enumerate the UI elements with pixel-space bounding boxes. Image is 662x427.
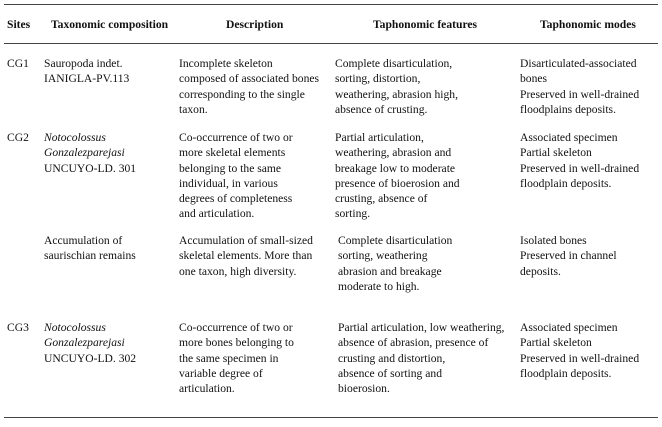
- table-header-rule: [4, 43, 658, 44]
- table-row-cg3-site: CG3: [7, 321, 29, 334]
- table-row-accumulation-modes: Isolated bones Preserved in channel deposits.: [520, 234, 617, 278]
- table-row-cg3-description: Co-occurrence of two or more bones belonging to the same specimen in variable degree of articulation.: [179, 321, 294, 396]
- table-top-rule: [4, 4, 658, 5]
- header-taphonomic-modes: Taphonomic modes: [540, 18, 636, 31]
- table-row-accumulation-description: Accumulation of small-sized skeletal elements. More than one taxon, high diversity.: [179, 234, 313, 278]
- table-row-cg2-taxon: Notocolossus Gonzalezparejasi UNCUYO-LD. 301: [44, 131, 137, 175]
- table-row-cg2-modes: Associated specimen Partial skeleton Preserved in well-drained floodplain deposits.: [520, 131, 640, 190]
- table-row-cg1-features: Complete disarticulation, sorting, distortion, weathering, abrasion high, absence of crusting.: [335, 57, 458, 116]
- table-row-cg1-modes: Disarticulated-associated bones Preserved in well-drained floodplains deposits.: [520, 57, 640, 116]
- table-row-cg3-taxon: Notocolossus Gonzalezparejasi UNCUYO-LD. 302: [44, 321, 137, 365]
- table-row-accumulation-features: Complete disarticulation sorting, weathering abrasion and breakage moderate to high.: [338, 234, 453, 293]
- table-row-cg1-taxon: Sauropoda indet. IANIGLA-PV.113: [44, 57, 130, 86]
- table-row-cg2-features: Partial articulation, weathering, abrasion and breakage low to moderate presence of bioerosion and crusting, absence of sorting.: [335, 131, 460, 221]
- header-description: Description: [226, 18, 284, 31]
- table-row-cg1-description: Incomplete skeleton composed of associated bones corresponding to the single taxon.: [179, 57, 320, 116]
- table-row-cg2-description: Co-occurrence of two or more skeletal elements belonging to the same individual, in various degrees of completeness and articulation.: [179, 131, 293, 221]
- header-taxonomic-composition: Taxonomic composition: [51, 18, 169, 31]
- header-taphonomic-features: Taphonomic features: [373, 18, 478, 31]
- table-row-cg1-site: CG1: [7, 57, 29, 70]
- header-sites: Sites: [7, 18, 31, 31]
- table-bottom-rule: [4, 417, 658, 418]
- table-row-cg3-features: Partial articulation, low weathering, absence of abrasion, presence of crusting and distortion, absence of sorting and bioerosion.: [338, 321, 505, 396]
- table-row-accumulation-taxon: Accumulation of saurischian remains: [44, 234, 136, 263]
- table-row-cg3-modes: Associated specimen Partial skeleton Preserved in well-drained floodplain deposits.: [520, 321, 640, 380]
- table-row-cg2-site: CG2: [7, 131, 29, 144]
